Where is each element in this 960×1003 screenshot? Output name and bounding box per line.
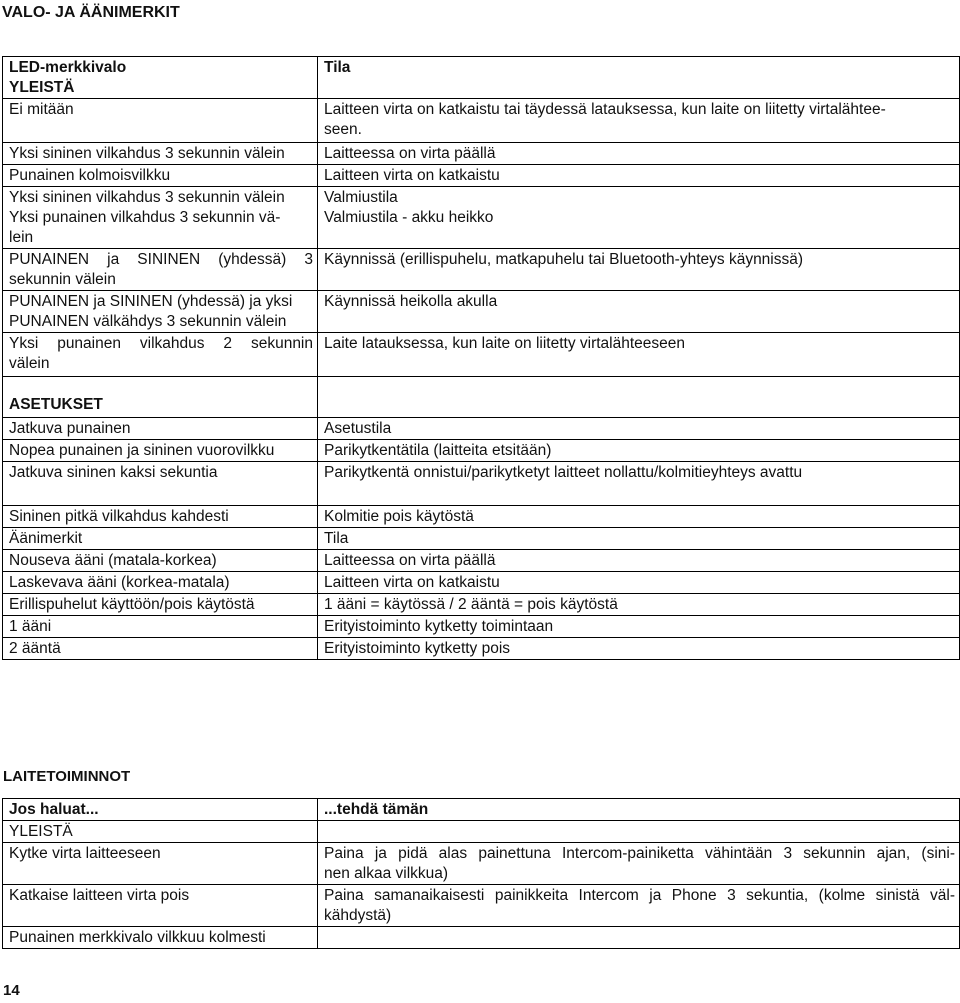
table-row <box>3 99 960 143</box>
cell-text: Laitteessa on virta päällä <box>324 552 496 569</box>
header-state-label: Tila <box>324 59 351 76</box>
table-header-row <box>3 799 960 821</box>
cell-text: sekunnin välein <box>9 271 116 288</box>
table-header-row <box>3 57 960 99</box>
table-header-right <box>318 799 960 821</box>
cell-text: Punainen merkkivalo vilkkuu kolmesti <box>9 929 266 946</box>
table-row <box>3 927 960 949</box>
cell-text: seen. <box>324 121 362 138</box>
table-header-right <box>318 57 960 99</box>
table-row <box>3 377 960 418</box>
table-cell <box>3 550 318 572</box>
table-cell <box>3 528 318 550</box>
table-cell <box>318 462 960 506</box>
subheading-general: YLEISTÄ <box>9 823 73 840</box>
table-cell <box>3 291 318 333</box>
subheading-sounds: Äänimerkit <box>9 530 83 547</box>
table-cell <box>3 506 318 528</box>
table-cell <box>3 143 318 165</box>
cell-text: Ei mitään <box>9 101 74 118</box>
table-row <box>3 291 960 333</box>
table-cell <box>318 440 960 462</box>
table-cell <box>318 550 960 572</box>
table-row <box>3 333 960 377</box>
table-row <box>3 143 960 165</box>
cell-text: Nouseva ääni (matala-korkea) <box>9 552 217 569</box>
cell-text: Erillispuhelut käyttöön/pois käytöstä <box>9 596 255 613</box>
table-cell <box>3 165 318 187</box>
cell-text: Kolmitie pois käytöstä <box>324 508 474 525</box>
table-row <box>3 550 960 572</box>
table-cell <box>3 572 318 594</box>
table-cell <box>318 187 960 249</box>
table-cell <box>318 291 960 333</box>
cell-text: Yksi sininen vilkahdus 3 sekunnin välein <box>9 189 285 206</box>
table-row <box>3 187 960 249</box>
table-cell <box>3 99 318 143</box>
cell-text: 1 ääni <box>9 618 52 635</box>
page-number: 14 <box>3 982 20 999</box>
table-cell <box>3 927 318 949</box>
table-cell <box>3 821 318 843</box>
cell-text: kähdystä) <box>324 907 392 924</box>
table-cell <box>3 187 318 249</box>
cell-text: Jatkuva punainen <box>9 420 131 437</box>
cell-text: Valmiustila <box>324 189 398 206</box>
cell-text: lein <box>9 229 34 246</box>
cell-text: Nopea punainen ja sininen vuorovilkku <box>9 442 275 459</box>
cell-text: Laite latauksessa, kun laite on liitetty virtalähteeseen <box>324 335 686 352</box>
table-cell <box>318 616 960 638</box>
cell-text: 2 ääntä <box>9 640 61 657</box>
cell-text: Punainen kolmoisvilkku <box>9 167 171 184</box>
cell-text: Jatkuva sininen kaksi sekuntia <box>9 464 218 481</box>
cell-text: Käynnissä heikolla akulla <box>324 293 498 310</box>
table-cell <box>318 572 960 594</box>
table-row <box>3 572 960 594</box>
cell-text: Laskevava ääni (korkea-matala) <box>9 574 230 591</box>
cell-text: Parikytkentätila (laitteita etsitään) <box>324 442 552 459</box>
header-led-label: LED-merkkivalo <box>9 59 127 76</box>
header-want-label: Jos haluat... <box>9 801 99 818</box>
page-title: VALO- JA ÄÄNIMERKIT <box>2 4 180 21</box>
header-do-label: ...tehdä tämän <box>324 801 429 818</box>
cell-text: PUNAINEN ja SININEN (yhdessä) 3 <box>9 251 313 268</box>
table-cell <box>318 506 960 528</box>
table-cell <box>318 165 960 187</box>
table-cell <box>318 821 960 843</box>
section-heading-device-functions: LAITETOIMINNOT <box>3 768 131 785</box>
cell-text: Laitteen virta on katkaistu <box>324 167 500 184</box>
cell-text: Parikytkentä onnistui/parikytketyt laitteet nollattu/kolmitieyhteys avattu <box>324 464 803 481</box>
table-cell <box>318 843 960 885</box>
cell-text: Erityistoiminto kytketty toimintaan <box>324 618 554 635</box>
table-row <box>3 506 960 528</box>
cell-text: PUNAINEN välkähdys 3 sekunnin välein <box>9 313 287 330</box>
cell-text: Yksi sininen vilkahdus 3 sekunnin välein <box>9 145 285 162</box>
table-cell <box>3 462 318 506</box>
cell-text: Kytke virta laitteeseen <box>9 845 161 862</box>
table-cell <box>318 418 960 440</box>
cell-text: Asetustila <box>324 420 392 437</box>
table-cell <box>3 333 318 377</box>
table-cell <box>318 927 960 949</box>
table-row <box>3 528 960 550</box>
table-cell <box>3 249 318 291</box>
cell-text: nen alkaa vilkkua) <box>324 865 449 882</box>
cell-text: Käynnissä (erillispuhelu, matkapuhelu tai Bluetooth-yhteys käynnissä) <box>324 251 804 268</box>
led-signal-table <box>2 56 960 660</box>
table-row <box>3 418 960 440</box>
table-header-left <box>3 799 318 821</box>
table-cell <box>318 99 960 143</box>
cell-text: välein <box>9 355 50 372</box>
cell-text: Katkaise laitteen virta pois <box>9 887 190 904</box>
cell-text: Paina ja pidä alas painettuna Intercom-painiketta vähintään 3 sekunnin ajan, (sini- <box>324 845 955 862</box>
cell-text: Valmiustila - akku heikko <box>324 209 494 226</box>
cell-text: PUNAINEN ja SININEN (yhdessä) ja yksi <box>9 293 293 310</box>
table-cell <box>3 843 318 885</box>
table-cell <box>3 616 318 638</box>
table-row <box>3 165 960 187</box>
table-row <box>3 440 960 462</box>
cell-text: Paina samanaikaisesti painikkeita Intercom ja Phone 3 sekuntia, (kolme sinistä väl- <box>324 887 955 904</box>
subheading-general: YLEISTÄ <box>9 79 75 96</box>
table-row <box>3 638 960 660</box>
table-cell <box>318 528 960 550</box>
cell-text: Laitteen virta on katkaistu <box>324 574 500 591</box>
table-row <box>3 821 960 843</box>
table-cell <box>318 638 960 660</box>
cell-text: Tila <box>324 530 349 547</box>
table-cell <box>318 885 960 927</box>
table-cell <box>318 594 960 616</box>
table-cell <box>3 885 318 927</box>
cell-text: 1 ääni = käytössä / 2 ääntä = pois käytöstä <box>324 596 618 613</box>
cell-text: Laitteessa on virta päällä <box>324 145 496 162</box>
cell-text: Yksi punainen vilkahdus 2 sekunnin <box>9 335 313 352</box>
table-row <box>3 616 960 638</box>
table-cell <box>3 440 318 462</box>
cell-text: Laitteen virta on katkaistu tai täydessä latauksessa, kun laite on liitetty virtalähtee- <box>324 101 886 118</box>
table-header-left <box>3 57 318 99</box>
table-cell <box>318 377 960 418</box>
table-row <box>3 462 960 506</box>
cell-text: Erityistoiminto kytketty pois <box>324 640 511 657</box>
table-row <box>3 249 960 291</box>
cell-text: Yksi punainen vilkahdus 3 sekunnin vä- <box>9 209 281 226</box>
table-cell <box>318 143 960 165</box>
subheading-settings: ASETUKSET <box>9 396 103 413</box>
table-cell <box>3 377 318 418</box>
device-functions-table <box>2 798 960 949</box>
cell-text: Sininen pitkä vilkahdus kahdesti <box>9 508 229 525</box>
table-cell <box>3 638 318 660</box>
table-row <box>3 843 960 885</box>
table-cell <box>3 418 318 440</box>
table-row <box>3 594 960 616</box>
table-cell <box>318 333 960 377</box>
table-cell <box>318 249 960 291</box>
table-cell <box>3 594 318 616</box>
table-row <box>3 885 960 927</box>
